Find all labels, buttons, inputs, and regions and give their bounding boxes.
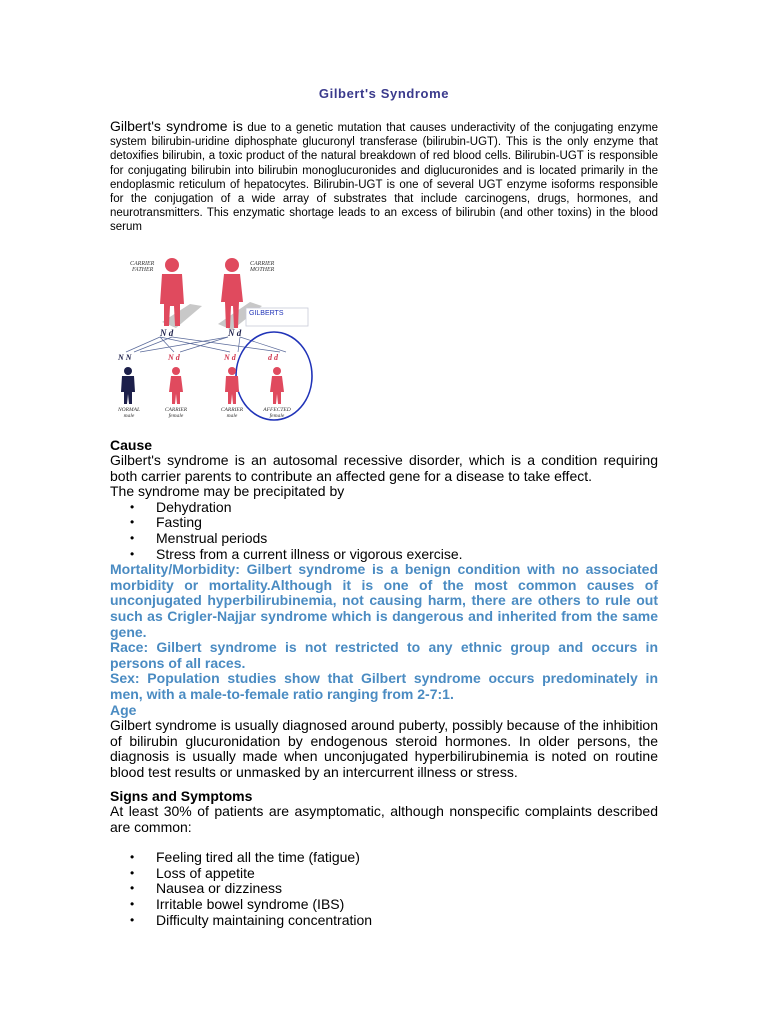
gilberts-label: GILBERTS [249, 310, 284, 317]
child-2-genotype: N d [168, 353, 180, 362]
race-paragraph: Race: Gilbert syndrome is not restricted to any ethnic group and occurs in persons of all races. [110, 639, 658, 671]
list-item: • Difficulty maintaining concentration [110, 913, 658, 929]
child-1-caption-2: male [123, 413, 135, 419]
inheritance-diagram [110, 244, 340, 424]
child-2-caption-2: female [168, 413, 184, 419]
list-item: • Nausea or dizziness [110, 881, 658, 897]
intro-paragraph [110, 119, 658, 235]
signs-section [110, 788, 658, 928]
symptoms-list [110, 850, 658, 928]
sex-paragraph: Sex: Population studies show that Gilbert syndrome occurs predominately in men, with a male-to-female ratio ranging from 2-7:1. [110, 670, 658, 702]
signs-text: At least 30% of patients are asymptomatic, although nonspecific complaints described are common: [110, 803, 658, 835]
age-heading: Age [110, 701, 137, 718]
precipitated-text: The syndrome may be precipitated by [110, 483, 345, 500]
child-normal-male [121, 367, 135, 404]
age-paragraph: Gilbert syndrome is usually diagnosed around puberty, possibly because of the inhibition of bilirubin glucuronidation by endogenous steroid hormones. In older persons, the diagnosis is usually made when unconjugated hyperbilirubinemia is noted on routine blood test results or unmasked by an intercurrent illness or stress. [110, 717, 658, 780]
mortality-paragraph: Mortality/Morbidity: Gilbert syndrome is a benign condition with no associated morbidity or mortality.Although it is one of the most common causes of unconjugated hyperbilirubinemia, not causing harm, there are others to rule out such as Crigler-Najjar syndrome which is dangerous and inherited from the same gene. [110, 561, 658, 640]
child-1-caption-1: NORMAL [118, 407, 140, 413]
child-3-genotype: N d [224, 353, 236, 362]
father-caption-1: CARRIER [130, 261, 155, 267]
cause-heading: Cause [110, 437, 153, 453]
cause-text: Gilbert's syndrome is an autosomal recessive disorder, which is a condition requiring both carrier parents to contribute an affected gene for a disease to take effect. [110, 452, 658, 484]
list-item: • Stress from a current illness or vigorous exercise. [110, 547, 658, 563]
intro-text: due to a genetic mutation that causes underactivity of the conjugating enzyme system bilirubin-uridine diphosphate glucuronyl transferase (bilirubin-UGT). This is the only enzyme that detoxifies bilirubin, a toxic product of the natural breakdown of red blood cells. Bilirubin-UGT is responsible for conjugating bilirubin into bilirubin monoglucuronides and diglucuronides and is located primarily in the endoplasmic reticulum of hepatocytes. Bilirubin-UGT is one of several UGT enzyme isoforms responsible for the conjugation of a wide array of substrates that include carcinogens, drugs, hormones, and neurotransmitters. This enzymatic shortage leads to an excess of bilirubin (and other toxins) in the blood serum [110, 122, 659, 234]
child-2-caption-1: CARRIER [164, 407, 188, 413]
child-carrier-female [169, 367, 183, 404]
signs-heading: Signs and Symptoms [110, 788, 253, 804]
intro-lead: Gilbert's syndrome is [110, 118, 243, 134]
father-genotype: N d [160, 328, 174, 338]
mother-genotype: N d [228, 328, 242, 338]
child-3-caption-2: male [226, 413, 238, 419]
child-3-caption-1: CARRIER [220, 407, 244, 413]
child-affected-female [270, 367, 284, 404]
mother-caption-2: MOTHER [250, 267, 275, 273]
child-4-caption-1: AFFECTED [263, 407, 291, 413]
list-item: • Feeling tired all the time (fatigue) [110, 850, 658, 866]
father-caption-2: FATHER [132, 267, 154, 273]
list-item: • Dehydration [110, 500, 658, 516]
precipitating-factors-list [110, 500, 658, 562]
child-4-genotype: d d [268, 353, 278, 362]
list-item: • Menstrual periods [110, 531, 658, 547]
cause-section [110, 437, 658, 780]
mother-caption-1: CARRIER [250, 261, 275, 267]
list-item: • Loss of appetite [110, 866, 658, 882]
list-item: • Fasting [110, 515, 658, 531]
page-title: Gilbert's Syndrome [318, 86, 450, 101]
list-item: • Irritable bowel syndrome (IBS) [110, 897, 658, 913]
child-4-caption-2: female [269, 413, 285, 419]
child-1-genotype: N N [118, 353, 132, 362]
